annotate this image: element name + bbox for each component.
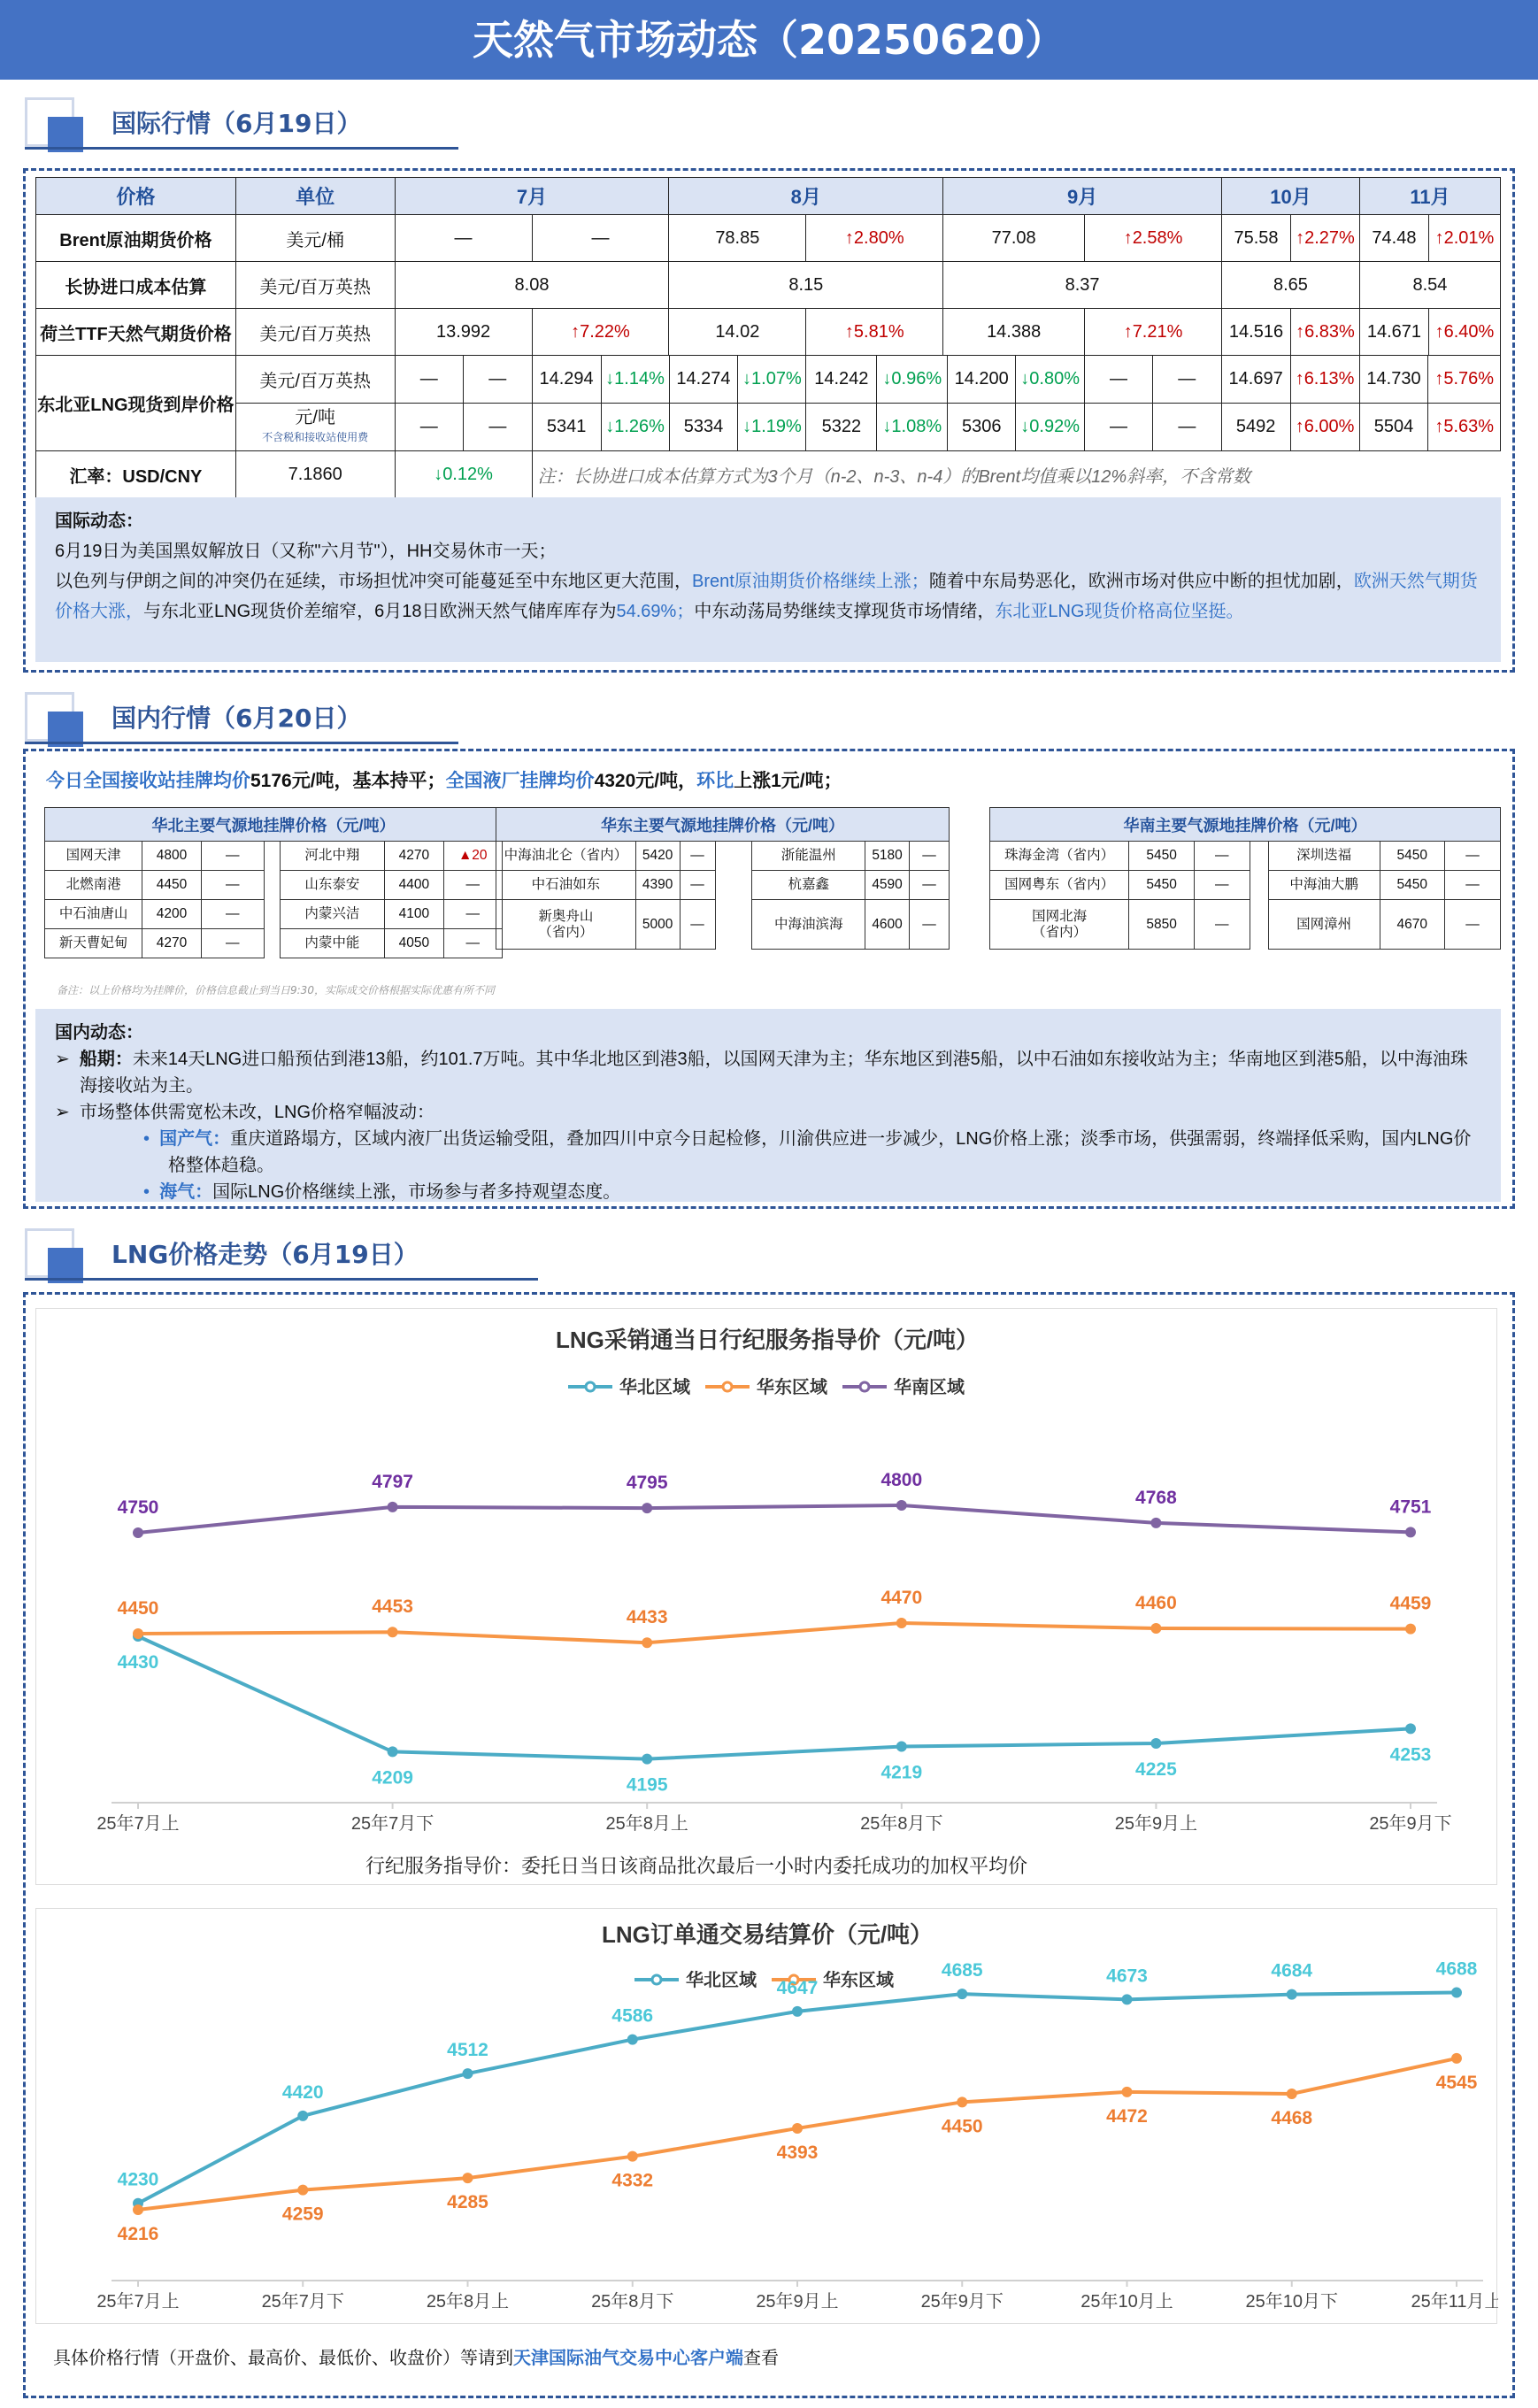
data-label: 4225 (1135, 1758, 1177, 1780)
lng-cell: ↓0.92% (1016, 404, 1085, 450)
data-point (642, 1754, 652, 1765)
table-cell: 中海油滨海 (752, 900, 865, 950)
table-cell: — (910, 900, 950, 950)
x-tick-label: 25年7月上 (96, 2292, 180, 2312)
header-jul: 7月 (395, 178, 669, 215)
data-point (463, 2068, 473, 2079)
data-label: 4472 (1106, 2105, 1148, 2127)
table-cell: 5850 (1129, 900, 1194, 950)
chart-settlement-price (35, 1908, 1497, 2324)
table-row (990, 842, 1501, 871)
table-cell: 4400 (385, 871, 443, 900)
east-source-table: 华东主要气源地挂牌价格（元/吨） 中海油北仑（省内） 5420 — 浙能温州 5180 — 中石油如东 4390 — 杭嘉鑫 4590 — 新奥舟山 （省内） 5000 — 中海油滨海 4600 — (496, 807, 950, 950)
table-cell: 4670 (1380, 900, 1444, 950)
lng-cell: ↓1.08% (877, 404, 948, 450)
table-cell: 5450 (1129, 842, 1194, 871)
data-point (133, 1628, 143, 1639)
data-point (957, 2096, 967, 2107)
data-label: 4586 (611, 2005, 654, 2027)
table-row (496, 871, 950, 900)
table-cell: 4270 (385, 842, 443, 871)
header-unit: 单位 (235, 178, 395, 215)
x-tick-label: 25年9月上 (1114, 1814, 1198, 1834)
table-cell: — (910, 871, 950, 900)
header-price: 价格 (36, 178, 236, 215)
table-cell: — (680, 871, 715, 900)
data-point (297, 2185, 308, 2196)
table-cell: 内蒙中能 (280, 929, 385, 958)
data-label: 4420 (281, 2081, 324, 2103)
table-row (45, 900, 503, 929)
data-point (957, 1989, 967, 1999)
table-row (990, 900, 1501, 950)
table-cell: 4600 (865, 900, 910, 950)
data-point (896, 1500, 907, 1511)
table-cell: 新奥舟山 （省内） (496, 900, 636, 950)
section-header-trend (25, 1228, 556, 1290)
x-tick-label: 25年8月上 (605, 1814, 688, 1834)
table-cell: — (1194, 842, 1250, 871)
lng-cell: ↓1.19% (738, 404, 806, 450)
data-point (642, 1637, 652, 1648)
data-point (1150, 1738, 1161, 1749)
lng-cell: — (1085, 356, 1153, 403)
table-cell: — (1445, 900, 1501, 950)
table-cell: 杭嘉鑫 (752, 871, 865, 900)
table-cell: — (443, 900, 502, 929)
data-label: 4253 (1389, 1744, 1432, 1766)
data-label: 4684 (1271, 1960, 1313, 1981)
legend-marker (723, 1382, 732, 1391)
table-cell: 国网天津 (45, 842, 142, 871)
data-label: 4460 (1135, 1593, 1177, 1613)
table-cell: 珠海金湾（省内） (990, 842, 1129, 871)
data-label: 4647 (776, 1977, 819, 1998)
section-title: 国际行情（6月19日） (112, 109, 362, 138)
lng-cell: 5306 (948, 404, 1016, 450)
table-cell: 5450 (1380, 842, 1444, 871)
legend-label: 华南区域 (894, 1378, 965, 1397)
lng-cell: 5322 (806, 404, 877, 450)
chart-title: LNG订单通交易结算价（元/吨） (601, 1921, 934, 1948)
data-point (388, 1746, 398, 1757)
table-cell: 5450 (1380, 871, 1444, 900)
section-header-intl (25, 97, 467, 159)
data-point (642, 1503, 652, 1513)
data-point (896, 1618, 907, 1628)
row-brent: Brent原油期货价格 美元/桶 — — 78.85 ↑2.80% 77.08 ↑2.58% 75.58 ↑2.27% 74.48 ↑2.01% (36, 215, 1501, 262)
data-point (627, 2151, 638, 2162)
x-tick-label: 25年7月下 (261, 2292, 344, 2312)
table-cell: 新天曹妃甸 (45, 929, 142, 958)
x-tick-label: 25年9月上 (756, 2292, 839, 2312)
x-tick-label: 25年10月上 (1080, 2292, 1173, 2312)
data-label: 4453 (372, 1596, 413, 1618)
table-row (45, 871, 503, 900)
data-label: 4470 (881, 1588, 923, 1608)
table-cell: 5180 (865, 842, 910, 871)
table-row (45, 842, 503, 871)
chart-guide-price (35, 1308, 1497, 1885)
data-point (297, 2111, 308, 2121)
data-point (388, 1502, 398, 1512)
data-point (1150, 1518, 1161, 1528)
data-point (1451, 2053, 1462, 2064)
data-point (1287, 2089, 1297, 2099)
lng-cell: 14.697 (1221, 356, 1290, 403)
row-fx: 汇率：USD/CNY 7.1860 ↓0.12% 注：长协进口成本估算方式为3个月（n-2、n-3、n-4）的Brent均值乘以12%斜率，不含常数 (36, 451, 1501, 498)
lng-cell: ↓0.96% (877, 356, 948, 403)
table-cell: 浙能温州 (752, 842, 865, 871)
table-cell: 4390 (635, 871, 680, 900)
x-tick-label: 25年8月下 (860, 1814, 943, 1834)
lng-cell: ↓0.80% (1016, 356, 1085, 403)
section-title: 国内行情（6月20日） (112, 704, 362, 733)
table-cell: 国网北海 （省内） (990, 900, 1129, 950)
lng-cell: ↑5.63% (1428, 404, 1500, 450)
lng-cell: — (396, 404, 464, 450)
row-lng-usd: 东北亚LNG现货到岸价格 美元/百万英热 — — 14.294 ↓1.14% 14.274 ↓1.07% 14.242 ↓0.96% 14.200 ↓0.80% — — 14.697 ↑6.13% 14.730 ↑5.76% (36, 356, 1501, 404)
data-point (463, 2173, 473, 2183)
table-cell: 中海油大鹏 (1268, 871, 1380, 900)
lng-cell: 5504 (1359, 404, 1428, 450)
header-aug: 8月 (669, 178, 943, 215)
data-point (1405, 1527, 1416, 1537)
legend-marker (586, 1382, 595, 1391)
lng-cell: — (1152, 404, 1221, 450)
legend-label: 华东区域 (823, 1971, 894, 1990)
chart-caption: 行纪服务指导价：委托日当日该商品批次最后一小时内委托成功的加权平均价 (365, 1855, 1028, 1877)
data-label: 4750 (117, 1497, 159, 1518)
x-tick-label: 25年9月下 (1369, 1814, 1452, 1834)
header-oct: 10月 (1222, 178, 1360, 215)
lng-cell: 5334 (669, 404, 738, 450)
data-label: 4285 (447, 2192, 488, 2213)
row-cost: 长协进口成本估算 美元/百万英热 8.08 8.15 8.37 8.65 8.54 (36, 262, 1501, 309)
table-cell: — (910, 842, 950, 871)
data-point (133, 1527, 143, 1538)
data-label: 4433 (626, 1607, 668, 1628)
legend-label: 华北区域 (686, 1971, 757, 1990)
table-row (496, 842, 950, 871)
table-cell: 中海油北仑（省内） (496, 842, 636, 871)
table-cell: 内蒙兴洁 (280, 900, 385, 929)
table-cell: 中石油唐山 (45, 900, 142, 929)
data-label: 4430 (117, 1652, 159, 1673)
data-label: 4685 (941, 1960, 983, 1981)
lng-cell: 14.730 (1359, 356, 1428, 403)
lng-cell: — (396, 356, 464, 403)
data-point (792, 2123, 803, 2134)
lng-cell: ↑6.13% (1290, 356, 1359, 403)
table-cell: 5000 (635, 900, 680, 950)
table-cell: 5420 (635, 842, 680, 871)
data-point (1122, 1994, 1133, 2004)
table-row (45, 929, 503, 958)
table-cell: — (443, 929, 502, 958)
lng-cell: ↑5.76% (1428, 356, 1500, 403)
lng-cell: ↓1.07% (738, 356, 806, 403)
table-cell: 5450 (1129, 871, 1194, 900)
table-cell: 4800 (142, 842, 201, 871)
series-line (138, 1993, 1457, 2204)
table-cell: — (680, 842, 715, 871)
table-cell: 国网粤东（省内） (990, 871, 1129, 900)
data-point (133, 2204, 143, 2215)
lng-cell: ↓1.26% (601, 404, 669, 450)
data-point (1405, 1723, 1416, 1734)
footer-note: 具体价格行情（开盘价、最高价、最低价、收盘价）等请到天津国际油气交易中心客户端查看 (53, 2349, 779, 2368)
legend-marker (860, 1382, 869, 1391)
north-source-table: 华北主要气源地挂牌价格（元/吨） 国网天津 4800 — 河北中翔 4270 ▲20 北燃南港 4450 — 山东泰安 4400 — 中石油唐山 4200 — 内蒙兴洁 4100 — 新天曹妃甸 4270 — 内蒙中能 4050 — (44, 807, 503, 958)
row-ttf: 荷兰TTF天然气期货价格 美元/百万英热 13.992 ↑7.22% 14.02 ↑5.81% 14.388 ↑7.21% 14.516 ↑6.83% 14.671 ↑6.40% (36, 309, 1501, 356)
data-label: 4209 (372, 1767, 413, 1789)
x-tick-label: 25年7月上 (96, 1814, 180, 1834)
intl-news: 国际动态： 6月19日为美国黑奴解放日（又称"六月节"），HH交易休市一天； 以色列与伊朗之间的冲突仍在延续，市场担忧冲突可能蔓延至中东地区更大范围，Brent原油期货价格继续上涨；随着中东局势恶化，欧洲市场对供应中断的担忧加剧，欧洲天然气期货价格大涨，与东北亚LNG现货价差缩窄，6月18日欧洲天然气储库库存为54.69%；中东动荡局势继续支撑现货市场情绪，东北亚LNG现货价格高位坚挺。 (35, 497, 1501, 662)
data-label: 4332 (611, 2170, 654, 2191)
table-cell: 河北中翔 (280, 842, 385, 871)
data-label: 4468 (1271, 2107, 1313, 2128)
section-header-domestic (25, 692, 467, 754)
lng-cell: 5341 (532, 404, 601, 450)
table-row (496, 900, 950, 950)
legend-marker (652, 1975, 661, 1984)
table-cell: — (1445, 871, 1501, 900)
table-cell: — (201, 842, 264, 871)
data-point (792, 2006, 803, 2017)
data-point (627, 2035, 638, 2045)
data-label: 4768 (1135, 1487, 1177, 1508)
data-label: 4797 (372, 1471, 413, 1492)
series-line (138, 2058, 1457, 2213)
client-link[interactable]: 天津国际油气交易中心客户端 (513, 2349, 743, 2368)
table-cell: 4100 (385, 900, 443, 929)
series-line (138, 1623, 1411, 1643)
table-cell: 深圳迭福 (1268, 842, 1380, 871)
data-point (896, 1741, 907, 1751)
legend-label: 华东区域 (757, 1378, 827, 1397)
table-cell: 4450 (142, 871, 201, 900)
data-label: 4216 (117, 2224, 159, 2244)
lng-cell: 5492 (1221, 404, 1290, 450)
table-cell: — (201, 871, 264, 900)
data-label: 4450 (117, 1598, 159, 1619)
data-label: 4512 (447, 2040, 488, 2061)
data-point (1122, 2087, 1133, 2097)
x-tick-label: 25年7月下 (350, 1814, 434, 1834)
domestic-news: 国内动态： ➢ 船期：未来14天LNG进口船预估到港13船，约101.7万吨。其中华北地区到港3船，以国网天津为主；华东地区到港5船，以中石油如东接收站为主；华南地区到港5船，以中海油珠海接收站为主。 ➢ 市场整体供需宽松未改，LNG价格窄幅波动： • 国产气：重庆道路塌方，区域内液厂出货运输受阻，叠加四川中京今日起检修，川渝供应进一步减少，LNG价格上涨；淡季市场，供强需弱，终端择低采购，国内LNG价格整体趋稳。 • 海气：国际LNG价格继续上涨，市场参与者多持观望态度。 (35, 1009, 1501, 1202)
data-point (1405, 1624, 1416, 1635)
data-label: 4459 (1389, 1593, 1432, 1614)
table-cell: — (1194, 871, 1250, 900)
series-line (138, 1636, 1411, 1759)
table-cell: — (201, 900, 264, 929)
south-source-table: 华南主要气源地挂牌价格（元/吨） 珠海金湾（省内） 5450 — 深圳迭福 5450 — 国网粤东（省内） 5450 — 中海油大鹏 5450 — 国网北海 （省内） 5850 — 国网漳州 4670 — (989, 807, 1501, 950)
x-tick-label: 25年10月下 (1245, 2292, 1338, 2312)
lng-cell: ↑6.00% (1290, 404, 1359, 450)
data-label: 4393 (776, 2142, 819, 2163)
header-sep: 9月 (943, 178, 1222, 215)
data-label: 4450 (941, 2116, 983, 2137)
data-point (1150, 1623, 1161, 1634)
lng-cell: — (463, 404, 532, 450)
data-label: 4230 (117, 2169, 159, 2190)
chart-title: LNG采销通当日行纪服务指导价（元/吨） (555, 1327, 980, 1353)
data-label: 4673 (1106, 1966, 1148, 1987)
intl-price-table (35, 177, 1501, 498)
data-label: 4545 (1435, 2072, 1478, 2093)
page-title: 天然气市场动态（20250620） (0, 0, 1538, 80)
table-cell: 国网漳州 (1268, 900, 1380, 950)
series-line (138, 1505, 1411, 1533)
x-tick-label: 25年11月上 (1411, 2292, 1498, 2312)
data-label: 4751 (1389, 1496, 1432, 1518)
data-label: 4195 (626, 1774, 668, 1796)
table-cell: 4270 (142, 929, 201, 958)
lng-cell: — (1085, 404, 1153, 450)
lng-cell: — (463, 356, 532, 403)
data-label: 4795 (626, 1473, 668, 1494)
data-point (388, 1627, 398, 1637)
data-label: 4800 (881, 1470, 923, 1490)
table-row (990, 871, 1501, 900)
row-lng-cny: 元/吨 不含税和接收站使用费 — — 5341 ↓1.26% 5334 ↓1.19% 5322 ↓1.08% 5306 ↓0.92% — — 5492 ↑6.00% 5504 ↑5.63% (36, 404, 1501, 451)
lng-cell: 14.274 (669, 356, 738, 403)
data-point (1451, 1988, 1462, 1998)
data-label: 4688 (1435, 1958, 1478, 1980)
table-cell: — (201, 929, 264, 958)
table-cell: 4590 (865, 871, 910, 900)
data-point (1287, 1989, 1297, 2000)
lng-cell: 14.294 (532, 356, 601, 403)
lng-cell: — (1152, 356, 1221, 403)
table-cell: 北燃南港 (45, 871, 142, 900)
domestic-remark: 备注：以上价格均为挂牌价，价格信息截止到当日9:30，实际成交价格根据实际优惠有所不同 (57, 984, 495, 996)
table-cell: 4050 (385, 929, 443, 958)
table-cell: 4200 (142, 900, 201, 929)
lng-cell: 14.200 (948, 356, 1016, 403)
lng-cell: 14.242 (806, 356, 877, 403)
domestic-summary: 今日全国接收站挂牌均价5176元/吨，基本持平；全国液厂挂牌均价4320元/吨，环比上涨1元/吨； (46, 771, 842, 791)
data-label: 4219 (881, 1762, 923, 1783)
x-tick-label: 25年9月下 (920, 2292, 1004, 2312)
x-tick-label: 25年8月上 (426, 2292, 510, 2312)
data-label: 4259 (281, 2204, 324, 2225)
section-title: LNG价格走势（6月19日） (112, 1240, 419, 1269)
table-cell: — (680, 900, 715, 950)
header-nov: 11月 (1359, 178, 1500, 215)
table-cell: 山东泰安 (280, 871, 385, 900)
table-cell: 中石油如东 (496, 871, 636, 900)
lng-cell: ↓1.14% (601, 356, 669, 403)
table-cell: ▲20 (443, 842, 502, 871)
legend-label: 华北区域 (619, 1378, 690, 1397)
x-tick-label: 25年8月下 (591, 2292, 674, 2312)
table-cell: — (1445, 842, 1501, 871)
table-cell: — (1194, 900, 1250, 950)
table-cell: — (443, 871, 502, 900)
